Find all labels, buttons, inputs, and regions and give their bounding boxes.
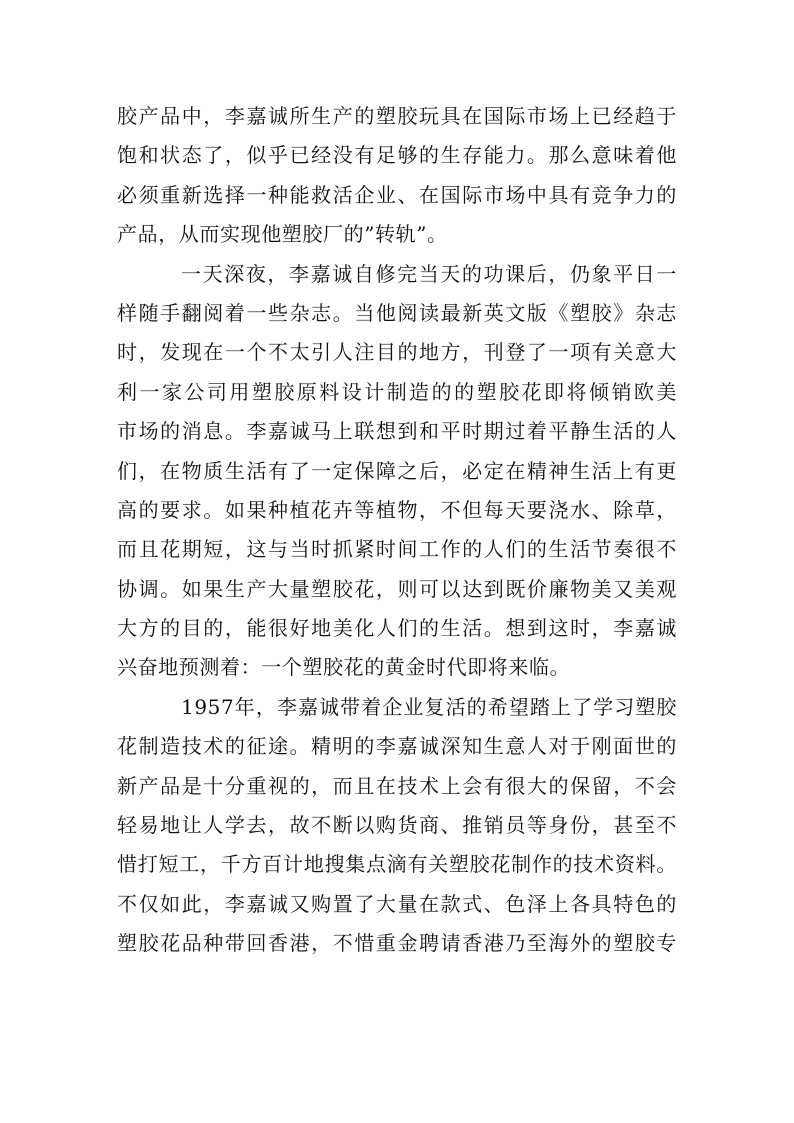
text-line: 们，在物质生活有了一定保障之后，必定在精神生活上有更: [117, 458, 677, 483]
text-line: 高的要求。如果种植花卉等植物，不但每天要浇水、除草，: [117, 497, 677, 522]
text-line: 时，发现在一个不太引人注目的地方，刊登了一项有关意大: [117, 340, 677, 365]
text-line: 花制造技术的征途。精明的李嘉诚深知生意人对于刚面世的: [117, 734, 677, 759]
paragraph-end-line: 兴奋地预测着：一个塑胶花的黄金时代即将来临。: [117, 655, 571, 680]
text-line: 新产品是十分重视的，而且在技术上会有很大的保留，不会: [117, 773, 677, 798]
text-line: 而且花期短，这与当时抓紧时间工作的人们的生活节奏很不: [117, 537, 677, 562]
text-line: 惜打短工，千方百计地搜集点滴有关塑胶花制作的技术资料。: [117, 852, 677, 877]
text-line: 协调。如果生产大量塑胶花，则可以达到既价廉物美又美观: [117, 576, 677, 601]
text-line: 大方的目的，能很好地美化人们的生活。想到这时，李嘉诚: [117, 616, 677, 641]
paragraph-start-line: 1957年，李嘉诚带着企业复活的希望踏上了学习塑胶: [181, 694, 677, 719]
text-line: 必须重新选择一种能救活企业、在国际市场中具有竞争力的: [117, 182, 677, 207]
text-line: 利一家公司用塑胶原料设计制造的的塑胶花即将倾销欧美: [117, 379, 677, 404]
text-line: 市场的消息。李嘉诚马上联想到和平时期过着平静生活的人: [117, 419, 677, 444]
body-text: [117, 97, 677, 964]
text-line: 不仅如此，李嘉诚又购置了大量在款式、色泽上各具特色的: [117, 891, 677, 916]
text-line: 样随手翻阅着一些杂志。当他阅读最新英文版《塑胶》杂志: [117, 300, 677, 325]
paragraph-end-line: 产品，从而实现他塑胶厂的”转轨”。: [117, 222, 448, 247]
text-line: 塑胶花品种带回香港，不惜重金聘请香港乃至海外的塑胶专: [117, 931, 677, 956]
paragraph-start-line: 一天深夜，李嘉诚自修完当天的功课后，仍象平日一: [181, 261, 677, 286]
text-line: 轻易地让人学去，故不断以购货商、推销员等身份，甚至不: [117, 813, 677, 838]
text-line: 饱和状态了，似乎已经没有足够的生存能力。那么意味着他: [117, 143, 677, 168]
text-line: 胶产品中，李嘉诚所生产的塑胶玩具在国际市场上已经趋于: [117, 104, 677, 128]
